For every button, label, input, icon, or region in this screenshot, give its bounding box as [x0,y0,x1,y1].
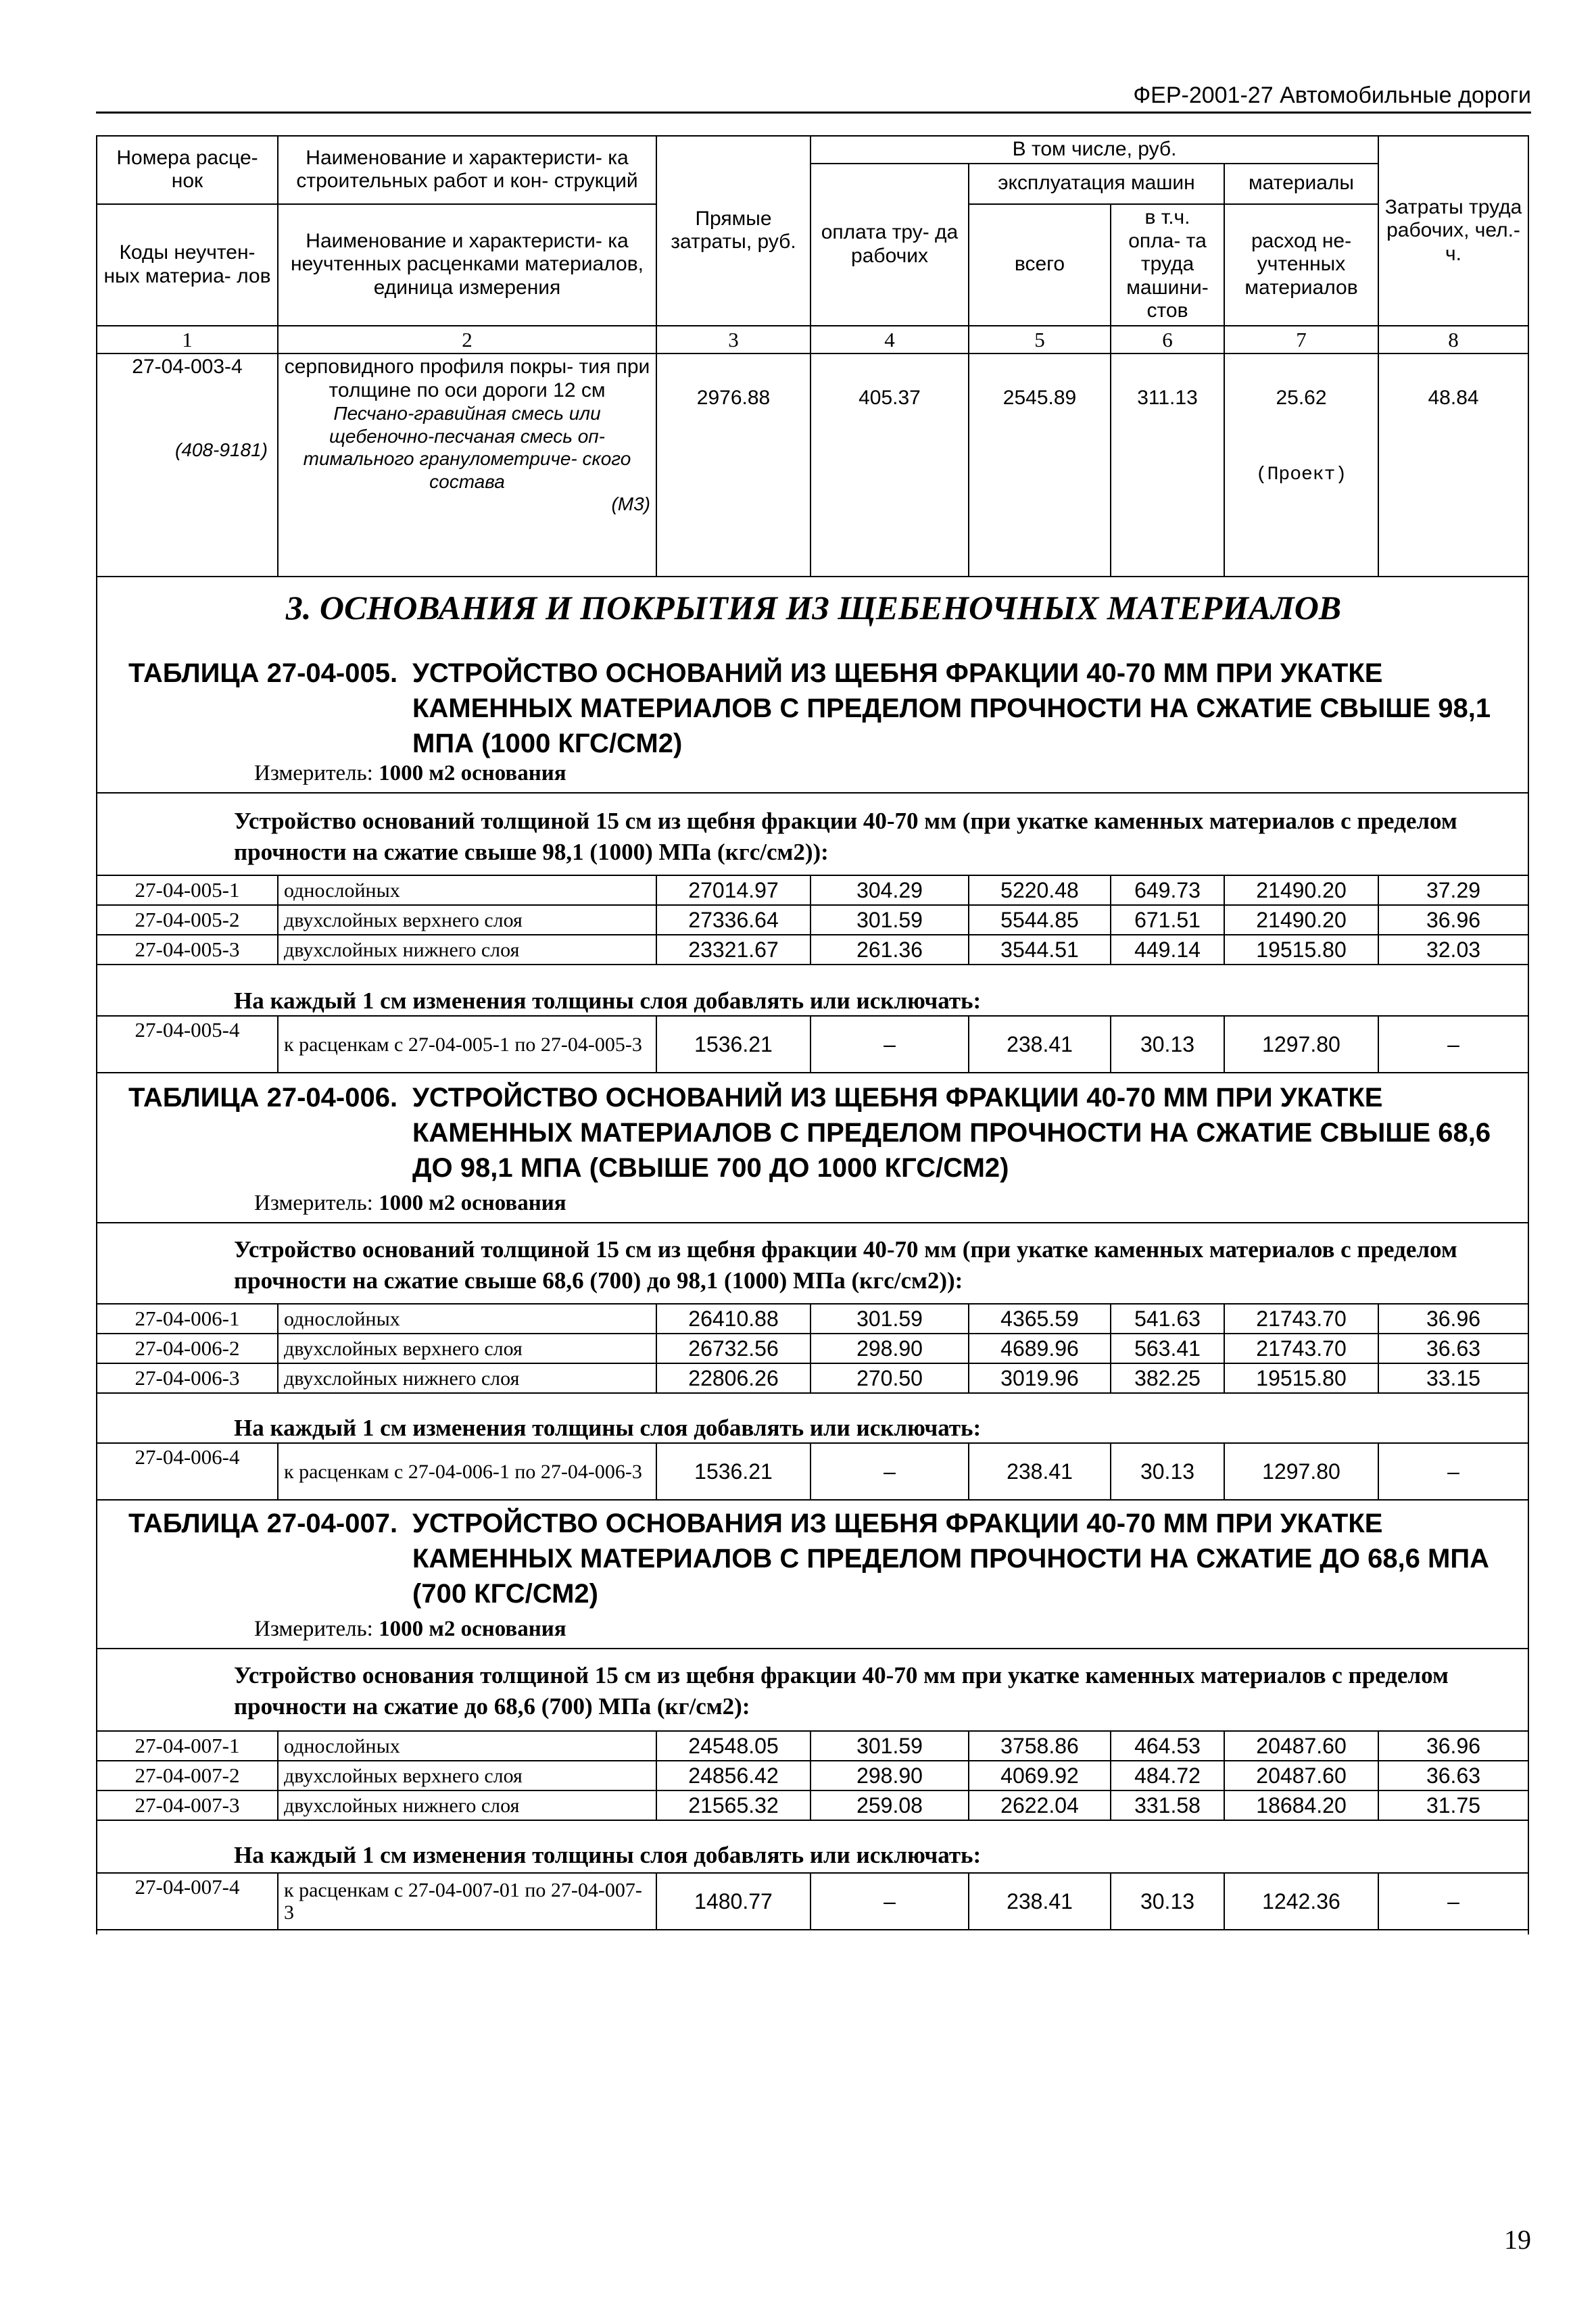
material-description: Песчано-гравийная смесь или щебеночно-песчаная смесь оп- тимального гранулометриче- ского состава [303,403,631,492]
table-row [97,1873,1528,1930]
cell-code: 27-04-005-3 [97,935,278,965]
table-title [128,656,1534,761]
value-pay: 405.37 [811,354,969,577]
header-machines: эксплуатация машин [969,164,1224,204]
cell-code: 27-04-005-4 [97,1016,278,1073]
table-row-code [97,354,278,577]
table-row [97,935,1528,965]
table-title [128,1506,1534,1611]
cell-value: 301.59 [811,905,969,935]
col-number: 3 [656,326,811,354]
table-label: ТАБЛИЦА 27-04-005. [128,658,398,688]
cell-code: 27-04-007-2 [97,1761,278,1790]
cell-value: 298.90 [811,1334,969,1363]
cell-value: 563.41 [1111,1334,1224,1363]
measure-label: Измеритель: [254,761,373,785]
cell-code: 27-04-007-4 [97,1873,278,1930]
header-rate-number: Номера расце- нок [97,136,278,204]
cell-value: 1242.36 [1224,1873,1378,1930]
cell-value: 1536.21 [656,1443,811,1500]
cell-value: 22806.26 [656,1363,811,1393]
material-code: (408-9181) [175,439,268,461]
cell-value: 21490.20 [1224,875,1378,905]
cell-value: 33.15 [1378,1363,1528,1393]
cell-value: 19515.80 [1224,935,1378,965]
table-title [128,1080,1534,1186]
table-row [97,1761,1528,1790]
cell-code: 27-04-005-1 [97,875,278,905]
cell-desc: двухслойных нижнего слоя [278,1363,656,1393]
value-operators: 311.13 [1111,354,1224,577]
divider [96,1648,1528,1649]
cell-value: 331.58 [1111,1790,1224,1820]
cell-value: – [811,1873,969,1930]
add-subheading: На каждый 1 см изменения толщины слоя добавлять или исключать: [234,988,982,1014]
divider [96,1222,1528,1223]
cell-value: 484.72 [1111,1761,1224,1790]
col-number: 4 [811,326,969,354]
cell-value: 238.41 [969,1443,1111,1500]
cell-value: 23321.67 [656,935,811,965]
cell-desc: двухслойных верхнего слоя [278,1761,656,1790]
value-materials [1224,354,1378,577]
cell-desc: двухслойных верхнего слоя [278,1334,656,1363]
col-number: 1 [97,326,278,354]
section-title: 3. ОСНОВАНИЯ И ПОКРЫТИЯ ИЗ ЩЕБЕНОЧНЫХ МАТЕРИАЛОВ [285,589,1342,627]
header-material-names: Наименование и характеристи- ка неучтенных расценками материалов, единица измерения [278,204,656,326]
cell-code: 27-04-006-3 [97,1363,278,1393]
cell-value: 36.96 [1378,905,1528,935]
cell-code: 27-04-006-4 [97,1443,278,1500]
header-machines-total: всего [969,204,1111,326]
cell-value: 30.13 [1111,1873,1224,1930]
cell-desc: к расценкам с 27-04-006-1 по 27-04-006-3 [278,1443,656,1500]
measure-value: 1000 м2 основания [379,1617,566,1641]
cell-value: 449.14 [1111,935,1224,965]
cell-value: 2622.04 [969,1790,1111,1820]
col-number: 6 [1111,326,1224,354]
measure-label: Измеритель: [254,1191,373,1215]
project-note: (Проект) [1255,464,1347,485]
rate-description: серповидного профиля покры- тия при толщине по оси дороги 12 см [284,356,650,401]
cell-value: 238.41 [969,1873,1111,1930]
cell-value: 36.63 [1378,1761,1528,1790]
table-row [97,1443,1528,1500]
add-table [96,1442,1529,1501]
cell-value: 1536.21 [656,1016,811,1073]
header-rule [96,112,1531,114]
cell-value: 3544.51 [969,935,1111,965]
table-label: ТАБЛИЦА 27-04-006. [128,1083,398,1113]
cell-value: 18684.20 [1224,1790,1378,1820]
cell-value: 1297.80 [1224,1443,1378,1500]
measure-value: 1000 м2 основания [379,761,566,785]
cell-code: 27-04-006-1 [97,1304,278,1334]
cell-value: 32.03 [1378,935,1528,965]
cell-desc: к расценкам с 27-04-007-01 по 27-04-007-3 [278,1873,656,1930]
col-number: 8 [1378,326,1528,354]
cell-value: 4365.59 [969,1304,1111,1334]
subheading: Устройство оснований толщиной 15 см из щебня фракции 40-70 мм (при укатке каменных материалов с пределом прочности на сжатие свыше 68,6 (700) до 98,1 (1000) МПа (кгс/см2)): [234,1236,1457,1294]
cell-value: – [1378,1873,1528,1930]
add-subheading: На каждый 1 см изменения толщины слоя добавлять или исключать: [234,1842,982,1868]
measure-label: Измеритель: [254,1617,373,1641]
col-number: 7 [1224,326,1378,354]
value-machines: 2545.89 [969,354,1111,577]
cell-value: 261.36 [811,935,969,965]
col-number: 2 [278,326,656,354]
cell-value: 1480.77 [656,1873,811,1930]
table-row [97,1334,1528,1363]
cell-value: 298.90 [811,1761,969,1790]
add-table [96,1872,1529,1930]
header-worker-pay: оплата тру- да рабочих [811,164,969,326]
measure-value: 1000 м2 основания [379,1191,566,1215]
cell-value: 259.08 [811,1790,969,1820]
cell-value: 1297.80 [1224,1016,1378,1073]
cell-value: 3019.96 [969,1363,1111,1393]
cell-value: 3758.86 [969,1731,1111,1761]
rates-table [96,1303,1529,1394]
measure-unit [254,761,566,786]
header-operator-pay: в т.ч. опла- та труда машини- стов [1111,204,1224,326]
cell-value: 24856.42 [656,1761,811,1790]
cell-value: 36.96 [1378,1304,1528,1334]
table-row [97,1790,1528,1820]
measure-unit [254,1191,566,1216]
table-row [97,1731,1528,1761]
table-heading: УСТРОЙСТВО ОСНОВАНИЙ ИЗ ЩЕБНЯ ФРАКЦИИ 40-70 ММ ПРИ УКАТКЕ КАМЕННЫХ МАТЕРИАЛОВ С ПРЕДЕЛОМ ПРОЧНОСТИ НА СЖАТИЕ СВЫШЕ 98,1 МПА (1000 КГС/СМ2) [412,658,1491,758]
header-unaccounted-materials: расход не- учтенных материалов [1224,204,1378,326]
cell-value: 21743.70 [1224,1334,1378,1363]
cell-desc: однослойных [278,1304,656,1334]
add-subheading: На каждый 1 см изменения толщины слоя добавлять или исключать: [234,1415,982,1441]
table-row [97,905,1528,935]
rates-table [96,1730,1529,1821]
measure-unit [254,1617,566,1642]
cell-value: 21490.20 [1224,905,1378,935]
col-number: 5 [969,326,1111,354]
cell-code: 27-04-006-2 [97,1334,278,1363]
cell-value: 4689.96 [969,1334,1111,1363]
header-material-codes: Коды неучтен- ных материа- лов [97,204,278,326]
cell-value: 541.63 [1111,1304,1224,1334]
cell-value: 649.73 [1111,875,1224,905]
cell-value: 24548.05 [656,1731,811,1761]
materials-value: 25.62 [1276,387,1327,410]
cell-value: 37.29 [1378,875,1528,905]
cell-value: 21565.32 [656,1790,811,1820]
cell-value: 19515.80 [1224,1363,1378,1393]
table-heading: УСТРОЙСТВО ОСНОВАНИЙ ИЗ ЩЕБНЯ ФРАКЦИИ 40-70 ММ ПРИ УКАТКЕ КАМЕННЫХ МАТЕРИАЛОВ С ПРЕДЕЛОМ ПРОЧНОСТИ НА СЖАТИЕ СВЫШЕ 68,6 ДО 98,1 МПА (СВЫШЕ 700 ДО 1000 КГС/СМ2) [412,1083,1491,1183]
subheading: Устройство оснований толщиной 15 см из щебня фракции 40-70 мм (при укатке каменных материалов с пределом прочности на сжатие свыше 98,1 (1000) МПа (кгс/см2)): [234,808,1457,865]
cell-value: 301.59 [811,1731,969,1761]
table-row [97,1016,1528,1073]
cell-value: 26732.56 [656,1334,811,1363]
cell-value: 304.29 [811,875,969,905]
cell-desc: двухслойных нижнего слоя [278,935,656,965]
header-in-total: В том числе, руб. [811,136,1378,164]
value-labor: 48.84 [1378,354,1528,577]
cell-desc: двухслойных нижнего слоя [278,1790,656,1820]
cell-value: – [811,1016,969,1073]
cell-value: 31.75 [1378,1790,1528,1820]
table-row [97,875,1528,905]
cell-value: 20487.60 [1224,1731,1378,1761]
header-work-name: Наименование и характеристи- ка строительных работ и кон- струкций [278,136,656,204]
cell-code: 27-04-007-3 [97,1790,278,1820]
table-row [97,1363,1528,1393]
value-direct: 2976.88 [656,354,811,577]
cell-value: – [1378,1016,1528,1073]
header-materials: материалы [1224,164,1378,204]
table-row [97,1304,1528,1334]
cell-value: 30.13 [1111,1443,1224,1500]
divider [96,792,1528,794]
table-label: ТАБЛИЦА 27-04-007. [128,1509,398,1538]
cell-desc: к расценкам с 27-04-005-1 по 27-04-005-3 [278,1016,656,1073]
cell-value: 5544.85 [969,905,1111,935]
cell-desc: двухслойных верхнего слоя [278,905,656,935]
rate-code: 27-04-003-4 [132,356,243,379]
cell-value: 238.41 [969,1016,1111,1073]
cell-value: 27336.64 [656,905,811,935]
material-unit: (М3) [611,493,650,514]
header-labor-cost: Затраты труда рабочих, чел.-ч. [1378,136,1528,326]
cell-code: 27-04-005-2 [97,905,278,935]
cell-desc: однослойных [278,875,656,905]
cell-value: 464.53 [1111,1731,1224,1761]
cell-value: 4069.92 [969,1761,1111,1790]
cell-value: 671.51 [1111,905,1224,935]
cell-value: 270.50 [811,1363,969,1393]
cell-value: – [811,1443,969,1500]
cell-value: 27014.97 [656,875,811,905]
cell-value: 20487.60 [1224,1761,1378,1790]
table-row-desc [278,354,656,577]
rates-table [96,875,1529,965]
cell-value: – [1378,1443,1528,1500]
header-direct-costs: Прямые затраты, руб. [656,136,811,326]
subheading: Устройство основания толщиной 15 см из щебня фракции 40-70 мм при укатке каменных материалов с пределом прочности на сжатие до 68,6 (700) МПа (кг/см2): [234,1662,1449,1720]
cell-code: 27-04-007-1 [97,1731,278,1761]
cell-desc: однослойных [278,1731,656,1761]
cell-value: 21743.70 [1224,1304,1378,1334]
cell-value: 36.63 [1378,1334,1528,1363]
column-header-table [96,135,1529,577]
cell-value: 382.25 [1111,1363,1224,1393]
page-number: 19 [1504,2224,1531,2255]
cell-value: 301.59 [811,1304,969,1334]
cell-value: 26410.88 [656,1304,811,1334]
cell-value: 30.13 [1111,1016,1224,1073]
cell-value: 36.96 [1378,1731,1528,1761]
add-table [96,1015,1529,1073]
running-head: ФЕР-2001-27 Автомобильные дороги [1133,82,1531,108]
cell-value: 5220.48 [969,875,1111,905]
table-heading: УСТРОЙСТВО ОСНОВАНИЯ ИЗ ЩЕБНЯ ФРАКЦИИ 40-70 ММ ПРИ УКАТКЕ КАМЕННЫХ МАТЕРИАЛОВ С ПРЕДЕЛОМ ПРОЧНОСТИ НА СЖАТИЕ ДО 68,6 МПА (700 КГС/СМ2) [412,1509,1489,1609]
